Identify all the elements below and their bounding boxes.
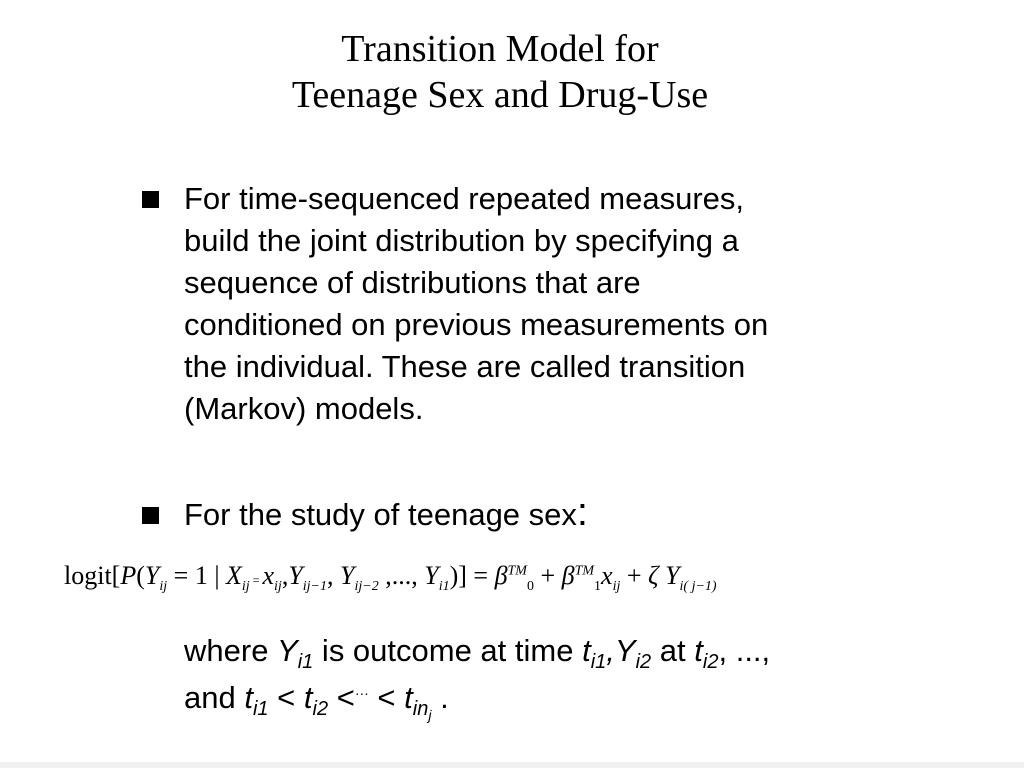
- eq-Y: Y: [665, 561, 680, 590]
- eq-open: (: [136, 561, 145, 590]
- eq-Y: Y: [288, 561, 303, 590]
- where-sub-j: j: [428, 707, 432, 724]
- eq-plus: +: [620, 561, 649, 590]
- eq-sub-1: 1: [594, 579, 602, 595]
- where-less-than: <: [368, 680, 405, 715]
- eq-comma: ,: [281, 561, 289, 590]
- eq-sub-ij: ij: [612, 579, 621, 595]
- eq-sub-ij2: ij−2: [354, 579, 379, 595]
- eq-close: )] =: [449, 561, 495, 590]
- bullet-1-line-2: build the joint distribution by specifying a: [184, 223, 739, 258]
- slide-title: [0, 26, 1000, 118]
- where-line-1: [184, 630, 770, 672]
- eq-sub-ij1: ij−1: [302, 579, 328, 595]
- eq-ellipsis: ,...,: [378, 561, 425, 590]
- where-at: at: [651, 633, 695, 668]
- eq-comma: ,: [327, 561, 334, 590]
- where-clause: [184, 630, 771, 724]
- where-line-2: [184, 672, 770, 724]
- bullet-1-line-4: conditioned on previous measurements on: [184, 307, 769, 342]
- where-sub-i2: i2: [702, 651, 719, 674]
- where-t: t: [303, 680, 313, 715]
- where-comma: ,: [606, 633, 615, 668]
- where-sub-i1: i1: [252, 698, 269, 721]
- bullet-2-text: For the study of teenage sex: [184, 497, 577, 532]
- where-dots: ···: [354, 685, 369, 701]
- where-outcome-text: is outcome at time: [313, 633, 583, 668]
- eq-beta-1: β: [561, 561, 575, 590]
- eq-beta-0: β: [494, 561, 508, 590]
- where-sub-i2: i2: [312, 698, 329, 721]
- eq-x: x: [262, 561, 275, 590]
- eq-sup-TM: TM: [507, 563, 527, 579]
- eq-sub-ij: ij: [159, 579, 168, 595]
- eq-zeta: ζ: [648, 561, 659, 590]
- eq-Y: Y: [340, 561, 355, 590]
- eq-small-equals: =: [249, 573, 263, 587]
- logit-equation: [64, 556, 717, 600]
- eq-sub-ij: ij: [241, 579, 250, 595]
- eq-sub-i1: i1: [438, 579, 450, 595]
- eq-P: P: [120, 561, 137, 590]
- eq-x: x: [601, 561, 613, 590]
- bottom-divider: [0, 762, 1024, 768]
- bullet-text-1: [184, 178, 768, 430]
- where-and: and: [184, 680, 245, 715]
- where-sub-i1: i1: [590, 651, 607, 674]
- where-sub-i1: i1: [297, 651, 314, 674]
- bullet-1-line-3: sequence of distributions that are: [184, 265, 641, 300]
- bullet-1-line-5: the individual. These are called transition: [184, 349, 746, 384]
- where-less-than-2: <: [328, 680, 355, 715]
- eq-X: X: [226, 561, 242, 590]
- where-sub-in-text: in: [412, 698, 429, 721]
- where-t: t: [694, 633, 703, 668]
- bullet-1-line-1: For time-sequenced repeated measures,: [184, 181, 745, 216]
- where-t: t: [244, 680, 253, 715]
- where-t: t: [404, 680, 413, 715]
- bullet-2-colon: :: [576, 490, 589, 534]
- eq-sub-last: i( j−1): [679, 579, 717, 595]
- bullet-text-2: [184, 490, 589, 536]
- eq-sup-TM: TM: [574, 563, 595, 579]
- eq-Y: Y: [424, 561, 439, 590]
- where-Y: Y: [277, 633, 298, 668]
- eq-plus: +: [533, 561, 562, 590]
- title-line-1: Transition Model for: [341, 28, 659, 70]
- where-sub-in: [412, 698, 432, 724]
- bullet-1-line-6: (Markov) models.: [184, 391, 424, 426]
- eq-Y: Y: [144, 561, 160, 590]
- square-bullet-icon: [142, 191, 159, 208]
- eq-logit: logit[: [64, 561, 121, 590]
- title-line-2: Teenage Sex and Drug-Use: [291, 74, 709, 116]
- eq-sub-ij: ij: [274, 579, 282, 595]
- where-tail: , ...,: [718, 633, 771, 668]
- eq-equals-one: = 1 |: [167, 561, 227, 590]
- where-Y: Y: [614, 633, 636, 668]
- eq-sub-0: 0: [526, 579, 534, 595]
- where-period: .: [431, 680, 449, 715]
- where-sub-i2: i2: [635, 651, 652, 674]
- square-bullet-icon: [142, 507, 159, 524]
- where-text: where: [184, 633, 278, 668]
- where-t: t: [582, 633, 591, 668]
- where-less-than: <: [268, 680, 304, 715]
